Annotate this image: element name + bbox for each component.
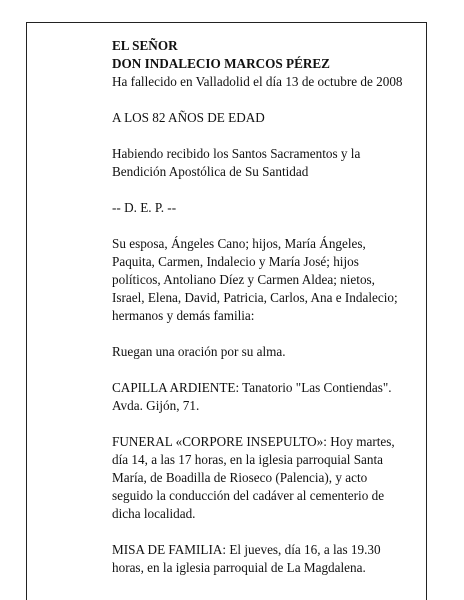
dep-line: -- D. E. P. -- bbox=[112, 200, 177, 215]
prayer-request: Ruegan una oración por su alma. bbox=[112, 344, 286, 359]
obituary-notice bbox=[112, 37, 420, 595]
sacraments-block: Habiendo recibido los Santos Sacramentos y la Bendición Apostólica de Su Santidad bbox=[112, 146, 361, 179]
age-statement: A LOS 82 AÑOS DE EDAD bbox=[112, 110, 265, 125]
family-block: Su esposa, Ángeles Cano; hijos, María Ángeles, Paquita, Carmen, Indalecio y María José; hijos políticos, Antoliano Díez y Carmen Aldea; nietos, Israel, Elena, David, Patricia, Carlos, Ana e Indalecio; hermanos y demás familia: bbox=[112, 236, 398, 323]
deceased-name: DON INDALECIO MARCOS PÉREZ bbox=[112, 56, 330, 71]
chapel-block: CAPILLA ARDIENTE: Tanatorio "Las Contiendas". Avda. Gijón, 71. bbox=[112, 380, 392, 413]
funeral-block: FUNERAL «CORPORE INSEPULTO»: Hoy martes, día 14, a las 17 horas, en la iglesia parroquial Santa María, de Boadilla de Rioseco (Palencia), y acto seguido la conducción del cadáver al cementerio de dicha localidad. bbox=[112, 434, 395, 521]
header-block bbox=[112, 37, 420, 91]
title-line: EL SEÑOR bbox=[112, 38, 178, 53]
family-mass-block: MISA DE FAMILIA: El jueves, día 16, a las 19.30 horas, en la iglesia parroquial de La Magdalena. bbox=[112, 542, 381, 575]
death-statement: Ha fallecido en Valladolid el día 13 de octubre de 2008 bbox=[112, 74, 403, 89]
